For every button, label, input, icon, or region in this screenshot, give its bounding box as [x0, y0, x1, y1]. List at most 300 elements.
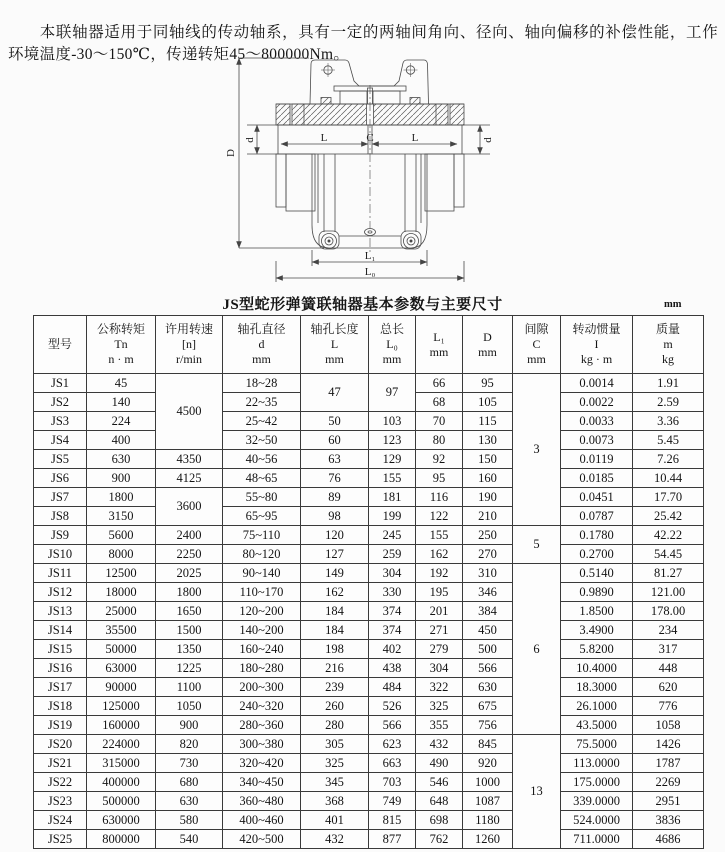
- cell-bore-length: 120: [301, 526, 369, 545]
- cell-bore-length: 239: [301, 678, 369, 697]
- cell-moment-of-inertia: 18.3000: [561, 678, 633, 697]
- header-line: D: [483, 329, 492, 344]
- cell-nominal-torque: 900: [87, 469, 156, 488]
- cell-model: JS11: [34, 564, 87, 583]
- cell-big-d: 160: [463, 469, 513, 488]
- cell-moment-of-inertia: 0.0119: [561, 450, 633, 469]
- dim-label-L-right: L: [411, 132, 419, 144]
- cell-total-length: 877: [369, 830, 416, 849]
- table-row: [34, 754, 704, 773]
- cell-model: JS16: [34, 659, 87, 678]
- cell-allowable-speed: 900: [156, 716, 223, 735]
- cell-l1: 68: [416, 393, 463, 412]
- cell-nominal-torque: 50000: [87, 640, 156, 659]
- header-line: I: [594, 337, 599, 351]
- header-line: 型号: [47, 337, 72, 351]
- cell-total-length: 374: [369, 621, 416, 640]
- cell-mass: 1426: [633, 735, 704, 754]
- cell-moment-of-inertia: 0.5140: [561, 564, 633, 583]
- cell-mass: 42.22: [633, 526, 704, 545]
- cell-big-d: 920: [463, 754, 513, 773]
- header-line: Tn: [114, 337, 128, 351]
- cell-bore-diameter: 320~420: [223, 754, 301, 773]
- cell-bore-length: 345: [301, 773, 369, 792]
- cell-nominal-torque: 63000: [87, 659, 156, 678]
- column-header-model: [34, 316, 87, 374]
- cell-allowable-speed: 4500: [156, 374, 223, 450]
- column-header-nominal-torque: [87, 316, 156, 374]
- cell-moment-of-inertia: 0.2700: [561, 545, 633, 564]
- cell-nominal-torque: 500000: [87, 792, 156, 811]
- table-row: [34, 811, 704, 830]
- table-row: [34, 678, 704, 697]
- cell-bore-length: 47: [301, 374, 369, 412]
- header-line: mm: [429, 344, 449, 359]
- cell-nominal-torque: 35500: [87, 621, 156, 640]
- intro-paragraph: 本联轴器适用于同轴线的传动轴系，具有一定的两轴间角向、径向、轴向偏移的补偿性能，工作环境温度-30～150℃，传递转矩45～800000Nm。: [8, 23, 718, 63]
- cell-big-d: 1180: [463, 811, 513, 830]
- cell-big-d: 270: [463, 545, 513, 564]
- cell-model: JS4: [34, 431, 87, 450]
- cell-model: JS13: [34, 602, 87, 621]
- cell-bore-diameter: 360~480: [223, 792, 301, 811]
- cell-bore-diameter: 340~450: [223, 773, 301, 792]
- header-line: mm: [527, 352, 546, 366]
- dim-label-L-left: L: [320, 132, 328, 144]
- cell-bore-diameter: 200~300: [223, 678, 301, 697]
- header-line: kg · m: [580, 352, 613, 366]
- cell-total-length: 663: [369, 754, 416, 773]
- cell-total-length: 526: [369, 697, 416, 716]
- cell-big-d: 450: [463, 621, 513, 640]
- cell-mass: 2951: [633, 792, 704, 811]
- table-row: [34, 716, 704, 735]
- cell-bore-length: 260: [301, 697, 369, 716]
- cell-total-length: 129: [369, 450, 416, 469]
- column-header-moment-of-inertia: [561, 316, 633, 374]
- cell-clearance: 6: [513, 564, 561, 735]
- table-row: [34, 792, 704, 811]
- coupling-section-drawing: [197, 55, 532, 290]
- cell-l1: 195: [416, 583, 463, 602]
- header-line: 轴孔直径: [237, 322, 286, 336]
- cell-allowable-speed: 2400: [156, 526, 223, 545]
- cell-big-d: 115: [463, 412, 513, 431]
- header-line: d: [258, 337, 265, 351]
- header-row: [34, 316, 704, 374]
- cell-moment-of-inertia: 0.0073: [561, 431, 633, 450]
- cell-total-length: 304: [369, 564, 416, 583]
- cell-total-length: 438: [369, 659, 416, 678]
- cell-moment-of-inertia: 175.0000: [561, 773, 633, 792]
- cell-total-length: 199: [369, 507, 416, 526]
- cell-moment-of-inertia: 113.0000: [561, 754, 633, 773]
- cell-model: JS9: [34, 526, 87, 545]
- cell-model: JS6: [34, 469, 87, 488]
- cell-model: JS5: [34, 450, 87, 469]
- cell-bore-length: 76: [301, 469, 369, 488]
- header-line: mm: [325, 352, 344, 366]
- table-row: [34, 697, 704, 716]
- cell-big-d: 1260: [463, 830, 513, 849]
- cell-mass: 317: [633, 640, 704, 659]
- header-line: 轴孔长度: [310, 322, 359, 336]
- column-header-bore-length: [301, 316, 369, 374]
- cell-total-length: 566: [369, 716, 416, 735]
- cell-l1: 648: [416, 792, 463, 811]
- header-line: C: [532, 337, 541, 351]
- cell-allowable-speed: 630: [156, 792, 223, 811]
- cell-moment-of-inertia: 43.5000: [561, 716, 633, 735]
- cell-moment-of-inertia: 3.4900: [561, 621, 633, 640]
- cell-moment-of-inertia: 5.8200: [561, 640, 633, 659]
- cell-bore-length: 162: [301, 583, 369, 602]
- cell-model: JS25: [34, 830, 87, 849]
- cell-mass: 448: [633, 659, 704, 678]
- cell-model: JS23: [34, 792, 87, 811]
- table-row: [34, 488, 704, 507]
- cell-allowable-speed: 820: [156, 735, 223, 754]
- cell-nominal-torque: 45: [87, 374, 156, 393]
- cell-l1: 92: [416, 450, 463, 469]
- cell-bore-diameter: 120~200: [223, 602, 301, 621]
- cell-allowable-speed: 1050: [156, 697, 223, 716]
- cell-model: JS12: [34, 583, 87, 602]
- cell-allowable-speed: 2250: [156, 545, 223, 564]
- cell-allowable-speed: 1225: [156, 659, 223, 678]
- cell-big-d: 190: [463, 488, 513, 507]
- cell-nominal-torque: 5600: [87, 526, 156, 545]
- cell-allowable-speed: 4350: [156, 450, 223, 469]
- cell-l1: 162: [416, 545, 463, 564]
- cell-l1: 192: [416, 564, 463, 583]
- cell-clearance: 3: [513, 374, 561, 526]
- cell-bore-diameter: 80~120: [223, 545, 301, 564]
- table-row: [34, 659, 704, 678]
- cell-total-length: 330: [369, 583, 416, 602]
- cell-total-length: 815: [369, 811, 416, 830]
- header-line: 许用转速: [164, 322, 213, 336]
- cell-mass: 121.00: [633, 583, 704, 602]
- cell-clearance: 5: [513, 526, 561, 564]
- table-row: [34, 621, 704, 640]
- cell-big-d: 250: [463, 526, 513, 545]
- column-header-big-d: [463, 316, 513, 374]
- cell-l1: 432: [416, 735, 463, 754]
- cell-model: JS2: [34, 393, 87, 412]
- cell-model: JS15: [34, 640, 87, 659]
- cell-model: JS24: [34, 811, 87, 830]
- cell-total-length: 484: [369, 678, 416, 697]
- cell-big-d: 500: [463, 640, 513, 659]
- table-row: [34, 602, 704, 621]
- cell-bore-diameter: 420~500: [223, 830, 301, 849]
- cell-big-d: 384: [463, 602, 513, 621]
- cell-mass: 2.59: [633, 393, 704, 412]
- cell-l1: 116: [416, 488, 463, 507]
- cell-bore-length: 198: [301, 640, 369, 659]
- cell-moment-of-inertia: 0.0787: [561, 507, 633, 526]
- cell-moment-of-inertia: 711.0000: [561, 830, 633, 849]
- cell-moment-of-inertia: 0.0451: [561, 488, 633, 507]
- cell-model: JS3: [34, 412, 87, 431]
- header-line: kg: [662, 352, 674, 366]
- table-body: [34, 374, 704, 849]
- cell-moment-of-inertia: 339.0000: [561, 792, 633, 811]
- cell-bore-diameter: 55~80: [223, 488, 301, 507]
- cell-moment-of-inertia: 26.1000: [561, 697, 633, 716]
- cell-nominal-torque: 90000: [87, 678, 156, 697]
- cell-bore-length: 60: [301, 431, 369, 450]
- cell-big-d: 675: [463, 697, 513, 716]
- cell-mass: 2269: [633, 773, 704, 792]
- cell-total-length: 374: [369, 602, 416, 621]
- cell-model: JS21: [34, 754, 87, 773]
- cell-nominal-torque: 3150: [87, 507, 156, 526]
- cell-model: JS1: [34, 374, 87, 393]
- cell-mass: 5.45: [633, 431, 704, 450]
- cell-bore-diameter: 25~42: [223, 412, 301, 431]
- cell-mass: 81.27: [633, 564, 704, 583]
- dim-label-d-right: d: [482, 137, 494, 143]
- cell-mass: 54.45: [633, 545, 704, 564]
- cell-mass: 17.70: [633, 488, 704, 507]
- table-row: [34, 431, 704, 450]
- cell-big-d: 630: [463, 678, 513, 697]
- cell-nominal-torque: 125000: [87, 697, 156, 716]
- dim-label-d-left: d: [244, 137, 256, 143]
- table-header: [34, 316, 704, 374]
- cell-moment-of-inertia: 0.0033: [561, 412, 633, 431]
- cell-nominal-torque: 630000: [87, 811, 156, 830]
- cell-moment-of-inertia: 0.0022: [561, 393, 633, 412]
- cell-total-length: 402: [369, 640, 416, 659]
- cell-clearance: 13: [513, 735, 561, 849]
- cell-l1: 546: [416, 773, 463, 792]
- cell-bore-diameter: 300~380: [223, 735, 301, 754]
- cell-mass: 776: [633, 697, 704, 716]
- cell-bore-diameter: 18~28: [223, 374, 301, 393]
- cell-l1: 304: [416, 659, 463, 678]
- cell-allowable-speed: 580: [156, 811, 223, 830]
- nut-left: [321, 98, 331, 105]
- cell-bore-diameter: 22~35: [223, 393, 301, 412]
- cell-bore-length: 149: [301, 564, 369, 583]
- cell-moment-of-inertia: 1.8500: [561, 602, 633, 621]
- cell-moment-of-inertia: 524.0000: [561, 811, 633, 830]
- cell-l1: 80: [416, 431, 463, 450]
- header-line: 质量: [655, 322, 680, 336]
- cell-bore-diameter: 140~200: [223, 621, 301, 640]
- header-line: 转动惯量: [572, 322, 621, 336]
- cell-nominal-torque: 8000: [87, 545, 156, 564]
- cell-nominal-torque: 224: [87, 412, 156, 431]
- cell-bore-diameter: 90~140: [223, 564, 301, 583]
- cell-nominal-torque: 224000: [87, 735, 156, 754]
- cell-big-d: 210: [463, 507, 513, 526]
- cell-nominal-torque: 160000: [87, 716, 156, 735]
- cell-big-d: 95: [463, 374, 513, 393]
- cell-bore-diameter: 32~50: [223, 431, 301, 450]
- spec-table: [33, 315, 704, 849]
- cell-l1: 698: [416, 811, 463, 830]
- cell-total-length: 103: [369, 412, 416, 431]
- cell-l1: 66: [416, 374, 463, 393]
- cell-bore-length: 184: [301, 602, 369, 621]
- cell-bore-length: 63: [301, 450, 369, 469]
- cell-mass: 620: [633, 678, 704, 697]
- cell-allowable-speed: 1350: [156, 640, 223, 659]
- column-header-clearance: [513, 316, 561, 374]
- cell-l1: 271: [416, 621, 463, 640]
- dim-label-L0: L₀: [364, 266, 376, 278]
- table-row: [34, 374, 704, 393]
- cell-nominal-torque: 400: [87, 431, 156, 450]
- header-line: n · m: [108, 352, 134, 366]
- cell-big-d: 310: [463, 564, 513, 583]
- cell-allowable-speed: 540: [156, 830, 223, 849]
- cell-bore-diameter: 75~110: [223, 526, 301, 545]
- cell-mass: 234: [633, 621, 704, 640]
- cell-mass: 1.91: [633, 374, 704, 393]
- cell-big-d: 1087: [463, 792, 513, 811]
- cell-bore-diameter: 240~320: [223, 697, 301, 716]
- column-header-allowable-speed: [156, 316, 223, 374]
- cell-model: JS20: [34, 735, 87, 754]
- cell-total-length: 259: [369, 545, 416, 564]
- header-line: L: [330, 337, 339, 351]
- cell-moment-of-inertia: 0.0185: [561, 469, 633, 488]
- lower-housing: [312, 154, 427, 249]
- dim-label-D: D: [225, 149, 237, 157]
- cell-moment-of-inertia: 10.4000: [561, 659, 633, 678]
- cell-bore-length: 127: [301, 545, 369, 564]
- cell-bore-diameter: 160~240: [223, 640, 301, 659]
- cell-big-d: 756: [463, 716, 513, 735]
- cell-bore-length: 98: [301, 507, 369, 526]
- cell-bore-length: 184: [301, 621, 369, 640]
- cell-model: JS17: [34, 678, 87, 697]
- cell-bore-length: 401: [301, 811, 369, 830]
- cell-big-d: 1000: [463, 773, 513, 792]
- cell-mass: 3836: [633, 811, 704, 830]
- cell-nominal-torque: 800000: [87, 830, 156, 849]
- cell-nominal-torque: 1800: [87, 488, 156, 507]
- header-line: 间隙: [524, 322, 549, 336]
- cell-l1: 155: [416, 526, 463, 545]
- header-line: m: [663, 337, 673, 351]
- cover-bolt-right: [404, 63, 418, 77]
- cell-moment-of-inertia: 0.1780: [561, 526, 633, 545]
- cell-big-d: 566: [463, 659, 513, 678]
- cell-total-length: 181: [369, 488, 416, 507]
- cell-bore-diameter: 280~360: [223, 716, 301, 735]
- cell-mass: 3.36: [633, 412, 704, 431]
- cell-model: JS22: [34, 773, 87, 792]
- cell-mass: 10.44: [633, 469, 704, 488]
- cell-big-d: 150: [463, 450, 513, 469]
- cell-l1: 70: [416, 412, 463, 431]
- header-line: L₁: [433, 329, 445, 344]
- cell-l1: 325: [416, 697, 463, 716]
- cell-allowable-speed: 680: [156, 773, 223, 792]
- column-header-total-length: [369, 316, 416, 374]
- cell-allowable-speed: 1800: [156, 583, 223, 602]
- column-header-bore-diameter: [223, 316, 301, 374]
- cell-big-d: 105: [463, 393, 513, 412]
- cell-moment-of-inertia: 0.0014: [561, 374, 633, 393]
- cell-bore-diameter: 180~280: [223, 659, 301, 678]
- cover-bolt-left: [321, 63, 335, 77]
- cell-l1: 762: [416, 830, 463, 849]
- cell-total-length: 123: [369, 431, 416, 450]
- dim-D: [239, 58, 324, 248]
- table-row: [34, 773, 704, 792]
- dim-label-L1: L₁: [364, 250, 376, 262]
- table-row: [34, 507, 704, 526]
- cell-bore-diameter: 48~65: [223, 469, 301, 488]
- cell-allowable-speed: 730: [156, 754, 223, 773]
- cell-l1: 279: [416, 640, 463, 659]
- cell-moment-of-inertia: 75.5000: [561, 735, 633, 754]
- cell-model: JS14: [34, 621, 87, 640]
- table-row: [34, 830, 704, 849]
- cell-bore-length: 89: [301, 488, 369, 507]
- cell-total-length: 245: [369, 526, 416, 545]
- cell-big-d: 845: [463, 735, 513, 754]
- header-line: mm: [478, 344, 497, 359]
- header-line: r/min: [176, 352, 202, 366]
- table-title: JS型蛇形弹簧联轴器基本参数与主要尺寸: [222, 297, 503, 313]
- unit-note: mm: [664, 299, 682, 310]
- cell-mass: 1058: [633, 716, 704, 735]
- cell-mass: 4686: [633, 830, 704, 849]
- dim-label-C: C: [366, 132, 374, 144]
- header-line: mm: [252, 352, 271, 366]
- cell-total-length: 749: [369, 792, 416, 811]
- header-line: L₀: [386, 337, 398, 351]
- table-row: [34, 450, 704, 469]
- table-row: [34, 735, 704, 754]
- table-row: [34, 469, 704, 488]
- cell-allowable-speed: 1100: [156, 678, 223, 697]
- cell-total-length: 703: [369, 773, 416, 792]
- cell-big-d: 130: [463, 431, 513, 450]
- header-line: 公称转矩: [96, 322, 145, 336]
- cell-nominal-torque: 140: [87, 393, 156, 412]
- cell-nominal-torque: 400000: [87, 773, 156, 792]
- table-row: [34, 412, 704, 431]
- cell-total-length: 155: [369, 469, 416, 488]
- table-row: [34, 526, 704, 545]
- cell-l1: 122: [416, 507, 463, 526]
- cell-nominal-torque: 25000: [87, 602, 156, 621]
- header-line: 总长: [379, 322, 404, 336]
- cell-bore-diameter: 110~170: [223, 583, 301, 602]
- cell-l1: 355: [416, 716, 463, 735]
- cell-bore-length: 50: [301, 412, 369, 431]
- cell-bore-diameter: 40~56: [223, 450, 301, 469]
- cell-nominal-torque: 12500: [87, 564, 156, 583]
- header-line: [n]: [182, 337, 196, 351]
- cell-l1: 95: [416, 469, 463, 488]
- cell-bore-length: 305: [301, 735, 369, 754]
- column-header-mass: [633, 316, 704, 374]
- table-row: [34, 564, 704, 583]
- cell-allowable-speed: 3600: [156, 488, 223, 526]
- cell-l1: 201: [416, 602, 463, 621]
- column-header-l1: [416, 316, 463, 374]
